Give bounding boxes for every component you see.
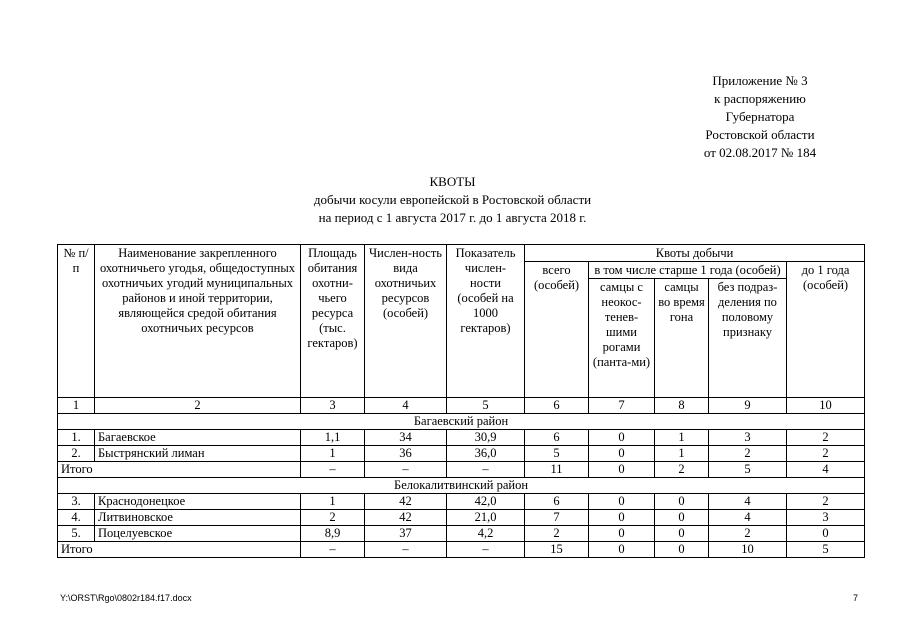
document-title: КВОТЫ [429,174,476,189]
row-c8: 0 [655,510,709,526]
section-row [58,414,865,430]
header-area: Площадь обитания охотни-чьего ресурса (тыс. гектаров) [301,245,365,398]
total-count: – [365,462,447,478]
row-num: 1. [58,430,95,446]
section-title: Белокалитвинский район [58,478,865,494]
row-c10: 2 [787,430,865,446]
col-number: 1 [58,398,95,414]
row-c8: 1 [655,446,709,462]
header-quotas: Квоты добычи [525,245,865,262]
header-no-sex: без подраз-деления по половому признаку [709,279,787,398]
row-count: 42 [365,494,447,510]
total-count: – [365,542,447,558]
row-c10: 2 [787,446,865,462]
appendix-line: к распоряжению [714,91,806,106]
row-count: 42 [365,510,447,526]
header-count: Числен-ность вида охотничьих ресурсов (особей) [365,245,447,398]
row-total: 6 [525,430,589,446]
section-row [58,478,865,494]
total-row [58,542,865,558]
row-c8: 0 [655,526,709,542]
row-count: 37 [365,526,447,542]
header-num: № п/п [58,245,95,398]
total-c8: 0 [655,542,709,558]
table-row [58,446,865,462]
total-c8: 2 [655,462,709,478]
header-total: всего (особей) [525,262,589,398]
total-row [58,462,865,478]
row-density: 42,0 [447,494,525,510]
row-area: 1 [301,446,365,462]
quota-table [57,244,865,558]
total-area: – [301,542,365,558]
row-num: 5. [58,526,95,542]
total-c10: 4 [787,462,865,478]
header-name: Наименование закрепленного охотничьего угодья, общедоступных охотничьих угодий муниципальных районов и иной территории, являющейся средой обитания охотничьих ресурсов [95,245,301,398]
appendix-line: Ростовской области [705,127,815,142]
column-number-row [58,398,865,414]
total-label: Итого [58,462,301,478]
total-label: Итого [58,542,301,558]
col-number: 10 [787,398,865,414]
row-density: 30,9 [447,430,525,446]
col-number: 6 [525,398,589,414]
table-row [58,430,865,446]
col-number: 7 [589,398,655,414]
total-area: – [301,462,365,478]
document-subtitle: добычи косули европейской в Ростовской области [313,192,592,207]
row-total: 5 [525,446,589,462]
row-density: 4,2 [447,526,525,542]
row-count: 34 [365,430,447,446]
row-area: 1 [301,494,365,510]
table-row [58,494,865,510]
header-density: Показатель числен-ности (особей на 1000 гектаров) [447,245,525,398]
row-area: 2 [301,510,365,526]
total-c7: 0 [589,462,655,478]
col-number: 9 [709,398,787,414]
section-title: Багаевский район [58,414,865,430]
appendix-block [660,72,860,162]
row-c9: 4 [709,494,787,510]
col-number: 3 [301,398,365,414]
row-c7: 0 [589,510,655,526]
document-heading [0,173,905,227]
row-num: 2. [58,446,95,462]
header-males-rut: самцы во время гона [655,279,709,398]
table-row [58,526,865,542]
row-area: 8,9 [301,526,365,542]
table-row [58,510,865,526]
row-total: 2 [525,526,589,542]
total-density: – [447,462,525,478]
appendix-line: Приложение № 3 [712,73,808,88]
row-name: Литвиновское [95,510,301,526]
row-name: Краснодонецкое [95,494,301,510]
row-num: 3. [58,494,95,510]
header-males-antlers: самцы с неокос-тенев-шими рогами (панта-ми) [589,279,655,398]
total-c9: 5 [709,462,787,478]
total-total: 11 [525,462,589,478]
total-total: 15 [525,542,589,558]
row-name: Багаевское [95,430,301,446]
row-c7: 0 [589,446,655,462]
footer-file-path: Y:\ORST\Rgo\0802r184.f17.docx [60,593,192,603]
total-density: – [447,542,525,558]
row-c9: 2 [709,526,787,542]
col-number: 5 [447,398,525,414]
col-number: 8 [655,398,709,414]
col-number: 4 [365,398,447,414]
row-c9: 2 [709,446,787,462]
row-name: Поцелуевское [95,526,301,542]
appendix-line: от 02.08.2017 № 184 [703,145,817,160]
row-num: 4. [58,510,95,526]
row-c7: 0 [589,526,655,542]
row-c10: 2 [787,494,865,510]
row-c10: 3 [787,510,865,526]
row-count: 36 [365,446,447,462]
row-c8: 0 [655,494,709,510]
row-c9: 3 [709,430,787,446]
total-c9: 10 [709,542,787,558]
row-density: 36,0 [447,446,525,462]
row-c9: 4 [709,510,787,526]
header-older: в том числе старше 1 года (особей) [589,262,787,279]
document-period: на период с 1 августа 2017 г. до 1 августа 2018 г. [318,210,587,225]
row-c7: 0 [589,430,655,446]
appendix-line: Губернатора [725,109,795,124]
total-c7: 0 [589,542,655,558]
header-under1: до 1 года (особей) [787,262,865,398]
row-area: 1,1 [301,430,365,446]
row-c10: 0 [787,526,865,542]
total-c10: 5 [787,542,865,558]
row-total: 6 [525,494,589,510]
col-number: 2 [95,398,301,414]
row-name: Быстрянский лиман [95,446,301,462]
row-c8: 1 [655,430,709,446]
row-density: 21,0 [447,510,525,526]
page-number: 7 [853,593,859,603]
row-c7: 0 [589,494,655,510]
row-total: 7 [525,510,589,526]
